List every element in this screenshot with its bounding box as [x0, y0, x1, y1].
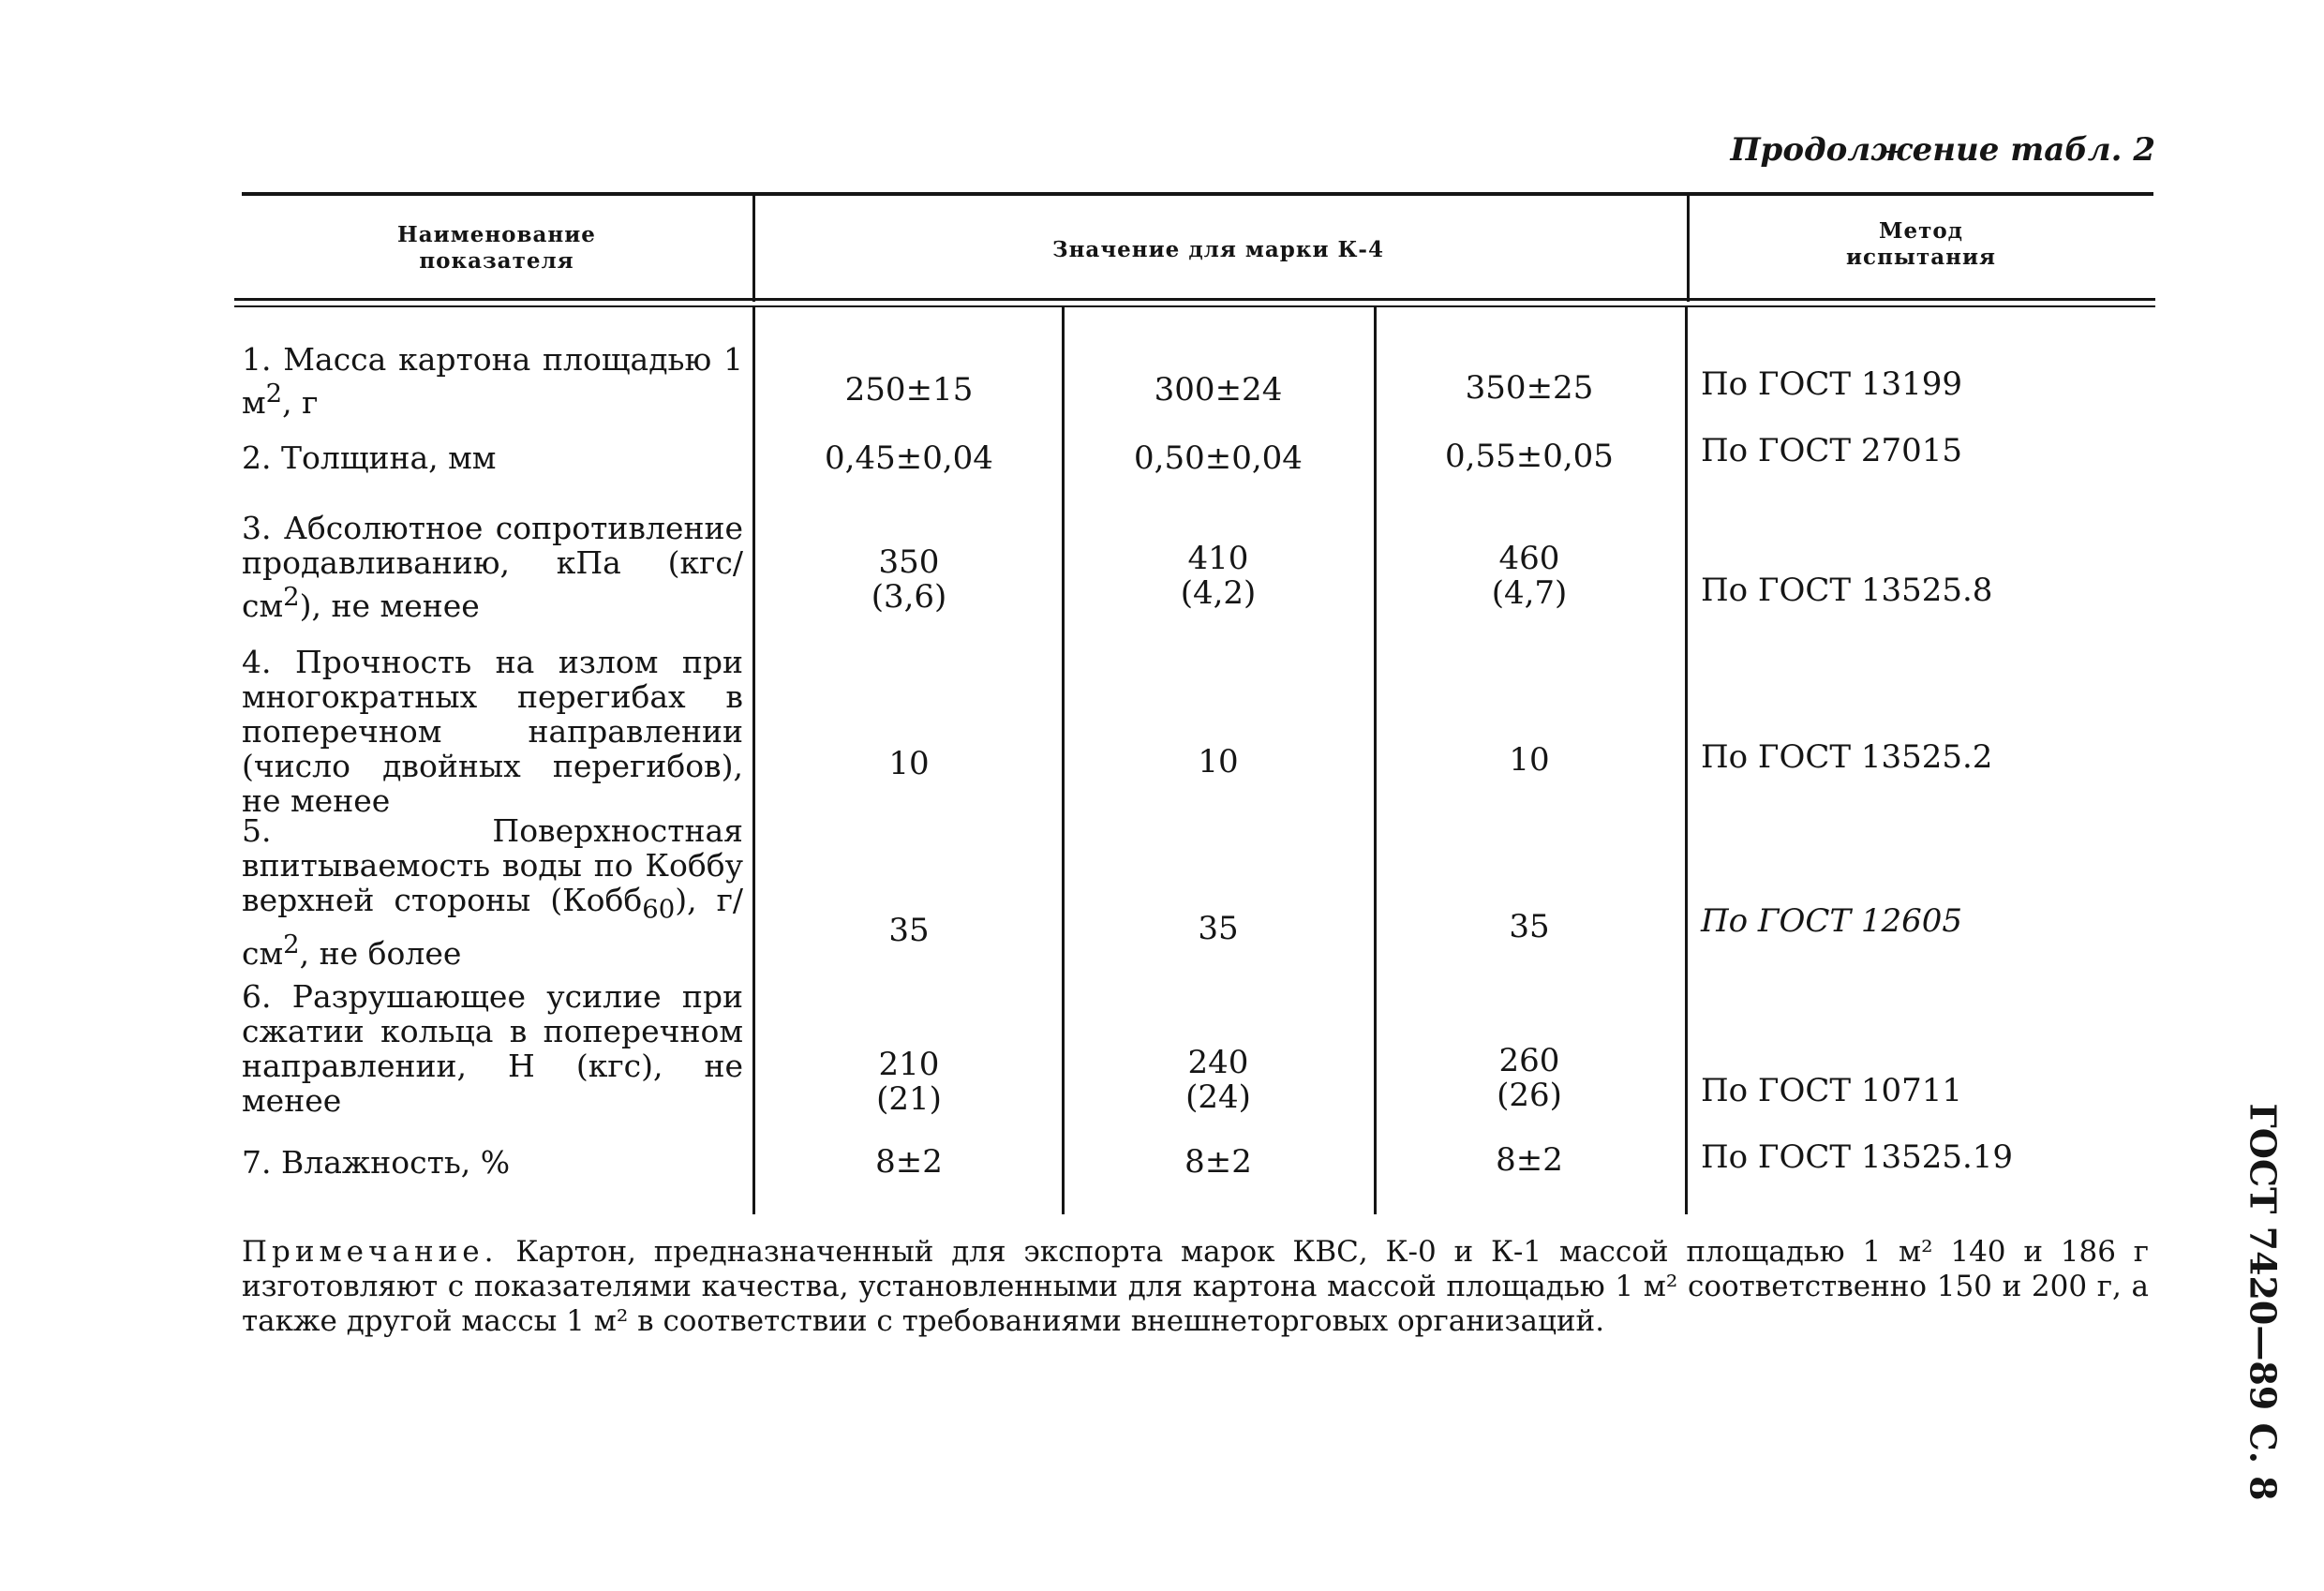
table-note — [242, 1235, 2149, 1339]
table-header-bottom-rule-2 — [234, 305, 2155, 307]
row-5-value-1: 35 — [888, 912, 930, 949]
row-7-value-3: 8±2 — [1496, 1141, 1563, 1179]
row-4-name: 4. Прочность на излом при многократных перегибах в поперечном направлении (число двойных перегибов), не менее — [242, 644, 743, 819]
row-2-name: 2. Толщина, мм — [242, 439, 497, 476]
row-4-value-2: 10 — [1198, 743, 1239, 781]
row-6-value-3: 260 (26) — [1497, 1042, 1562, 1114]
row-5-value-2: 35 — [1198, 910, 1239, 947]
row-2-value-3: 0,55±0,05 — [1445, 438, 1614, 475]
row-3-value-2: 410 (4,2) — [1180, 540, 1257, 612]
row-3-method: По ГОСТ 13525.8 — [1701, 572, 1993, 609]
note-text: Картон, предназначенный для экспорта марок КВС, К-0 и К-1 массой площадью 1 м² 140 и 186 г изготовляют с показателями качества, установленными для картона массой площадью 1 м² соответственно 150 и 200 г, а также другой массы 1 м² в соответствии с требованиями внешнеторговых организаций. — [242, 1235, 2149, 1338]
row-5-name: 5. Поверхностная впитываемость воды по Коббу верхней стороны (Кобб$_{60}$), $г/см^2$, не более — [242, 812, 744, 972]
body-divider-value-2 — [1374, 307, 1377, 1214]
table-top-rule — [242, 192, 2153, 196]
page-side-label: ГОСТ 7420—89 С. 8 — [2242, 1103, 2285, 1501]
row-6-name: 6. Разрушающее усилие при сжатии кольца в поперечном направлении, Н (кгс), не менее — [242, 978, 743, 1119]
row-7-value-1: 8±2 — [875, 1143, 943, 1181]
row-6-method: По ГОСТ 10711 — [1701, 1072, 1962, 1109]
table-continuation-caption: Продолжение табл. 2 — [1730, 131, 2155, 169]
row-4-value-1: 10 — [888, 745, 930, 782]
row-4-method: По ГОСТ 13525.2 — [1701, 738, 1993, 776]
row-1-value-2: 300±24 — [1154, 371, 1283, 409]
row-3-value-1: 350 (3,6) — [871, 543, 947, 616]
row-7-name: 7. Влажность, % — [242, 1144, 511, 1181]
body-divider-name — [752, 307, 755, 1214]
row-5-value-3: 35 — [1509, 908, 1550, 945]
row-3-value-3: 460 (4,7) — [1491, 540, 1568, 612]
header-divider-1 — [752, 196, 755, 302]
header-method-column: Метод испытания — [1846, 218, 1996, 270]
note-label: Примечание. — [242, 1235, 499, 1269]
row-5-method: По ГОСТ 12605 — [1701, 902, 1962, 940]
header-divider-2 — [1687, 196, 1690, 302]
header-name-column: Наименование показателя — [397, 222, 596, 274]
row-2-value-1: 0,45±0,04 — [825, 439, 993, 477]
row-7-method: По ГОСТ 13525.19 — [1701, 1138, 2014, 1176]
row-4-value-3: 10 — [1509, 741, 1550, 779]
row-6-value-1: 210 (21) — [876, 1046, 942, 1118]
row-2-method: По ГОСТ 27015 — [1701, 432, 1962, 469]
header-value-column: Значение для марки К-4 — [1052, 237, 1384, 262]
body-divider-value-1 — [1062, 307, 1065, 1214]
row-7-value-2: 8±2 — [1184, 1143, 1252, 1181]
row-3-name: 3. Абсолютное сопротивление продавливанию, кПа $(кгс/см^2)$, не менее — [242, 510, 743, 624]
row-1-method: По ГОСТ 13199 — [1701, 365, 1962, 403]
body-divider-method — [1685, 307, 1688, 1214]
row-1-name: 1. Масса картона площадью 1 $м^2$, г — [242, 341, 743, 421]
row-2-value-2: 0,50±0,04 — [1134, 439, 1303, 477]
row-1-value-1: 250±15 — [844, 371, 974, 409]
row-6-value-2: 240 (24) — [1185, 1044, 1251, 1116]
table-header-bottom-rule — [234, 298, 2155, 301]
row-1-value-3: 350±25 — [1465, 369, 1594, 407]
